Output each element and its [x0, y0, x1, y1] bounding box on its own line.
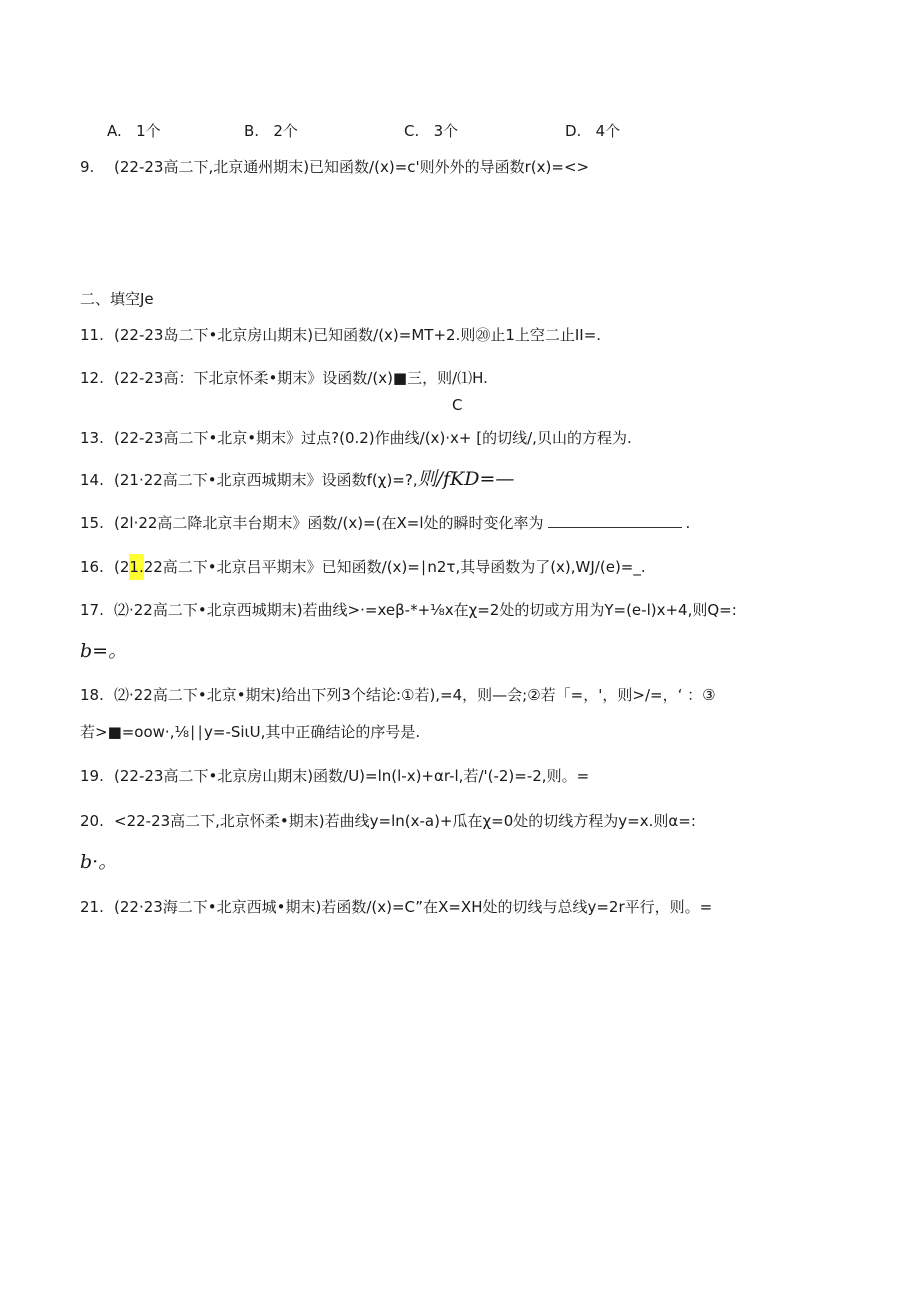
question-20-line-2: b·。: [80, 851, 118, 873]
option-a: A. 1个: [107, 122, 161, 140]
option-d: D. 4个: [565, 122, 621, 140]
question-21: 21. (22·23海二下•北京西城•期末)若函数/(x)=C”在X=XH处的切线与总线y=2r平行，则。=: [80, 898, 713, 916]
question-12: 12. (22-23高：下北京怀柔•期末》设函数/(x)■三，则/⑴H.: [80, 369, 488, 387]
question-12-fraction-denominator: C: [452, 396, 463, 414]
question-13: 13. (22-23高二下•北京•期末》过点?(0.2)作曲线/(x)·x+ [的切线/,贝山的方程为.: [80, 429, 632, 447]
answer-blank: [548, 513, 682, 528]
question-17: 17. ⑵·22高二下•北京西城期末)若曲线>·=xeβ-*+⅛x在χ=2处的切或方用为Y=(e-l)x+4,则Q=:: [80, 601, 737, 619]
question-15: 15. (2l·22高二降北京丰台期末》函数/(x)=(在X=l处的瞬时变化率为 .: [80, 514, 691, 532]
question-18-line-2: 若>■=oow·,⅛∣∣y=-SiιU,其中正确结论的序号是.: [80, 723, 421, 741]
question-11: 11. (22-23岛二下•北京房山期末)已知函数/(x)=MT+2.则⑳止1上空二止II=.: [80, 326, 602, 344]
section-title: 二、填空Je: [80, 290, 154, 308]
question-20: 20. <22-23高二下,北京怀柔•期末)若曲线y=ln(x-a)+瓜在χ=0处的切线方程为y=x.则α=:: [80, 812, 696, 830]
highlight-mark: 1.: [129, 554, 143, 580]
question-16: 16. (21.22高二下•北京吕平期末》已知函数/(x)=∣n2τ,其导函数为了(x),WJ/(e)=_.: [80, 557, 646, 577]
question-19: 19. (22-23高二下•北京房山期末)函数/U)=ln(l-x)+αr-l,若/'(-2)=-2,则。=: [80, 767, 590, 785]
question-9: 9. (22-23高二下,北京通州期末)已知函数/(x)=c'则外外的导函数r(x)=<>: [80, 158, 590, 176]
question-17-line-2: b=。: [80, 640, 128, 662]
option-c: C. 3个: [404, 122, 459, 140]
question-14: 14. (21·22高二下•北京西城期末》设函数f(χ)=?,则/fKD=—: [80, 468, 515, 490]
question-14-formula: 则/fKD=—: [417, 468, 515, 490]
question-18: 18. ⑵·22高二下•北京•期宋)给出下列3个结论:①若),=4，则—会;②若「=，'，则>/=，‘ ：③: [80, 686, 716, 704]
option-b: B. 2个: [244, 122, 298, 140]
